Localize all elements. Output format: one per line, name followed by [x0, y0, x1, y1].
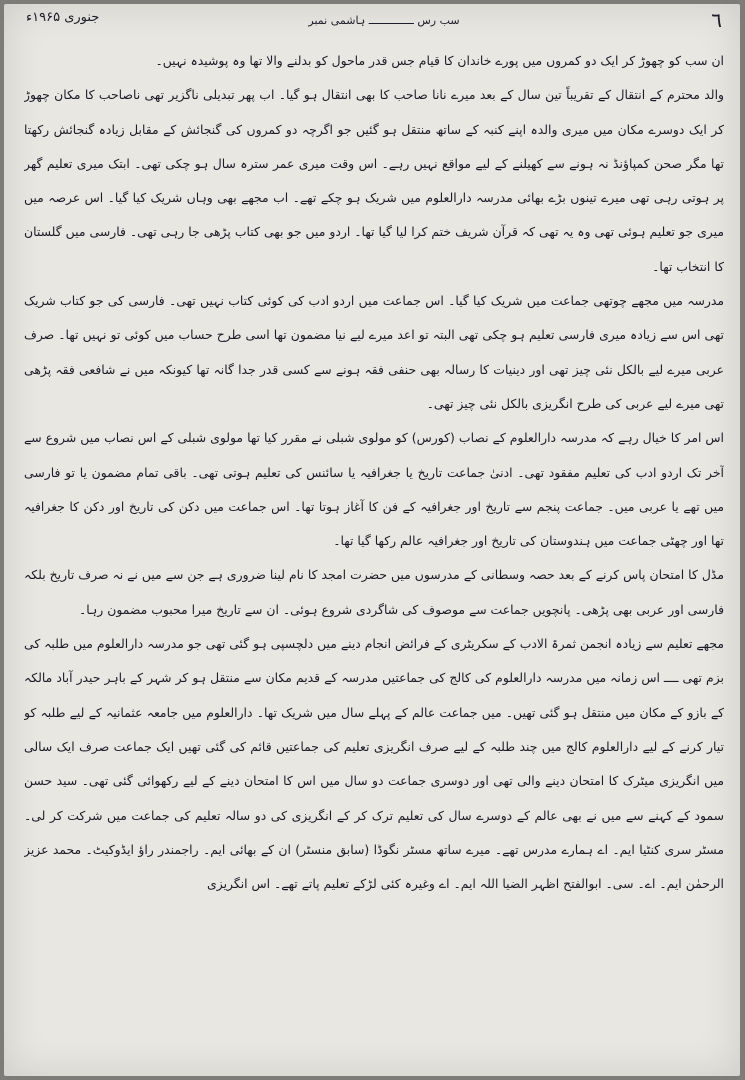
document-page — [4, 4, 740, 1076]
paragraph-5: مڈل کا امتحان پاس کرنے کے بعد حصہ وسطانی کے مدرسوں میں حضرت امجد کا نام لینا ضروری ہے جن سے میں نے نہ صرف تاریخ بلکہ فارسی اور عربی بھی پڑھی۔ پانچویں جماعت سے موصوف کی شاگردی شروع ہوئی۔ ان سے تاریخ میرا محبوب مضمون رہا۔ — [24, 567, 724, 617]
page-number: ٦ — [711, 8, 722, 32]
paragraph-3: مدرسہ میں مجھے چوتھی جماعت میں شریک کیا گیا۔ اس جماعت میں اردو ادب کی کوئی کتاب نہیں تھی۔ فارسی کی جو کتاب شریک تھی اس سے زیادہ میری فارسی تعلیم ہو چکی تھی البتہ تو اعد میرے لیے نیا مضمون تھا اسی طرح حساب میں کوئی تو نہیں تھا۔ صرف عربی میرے لیے بالکل نئی چیز تھی اور دینیات کا رسالہ بھی حنفی فقہ ہونے سے کسی قدر جدا گانہ تھا کیونکہ میں نے شافعی فقہ پڑھی تھی میرے لیے عربی کی طرح انگریزی بالکل نئی چیز تھی۔ — [24, 293, 724, 411]
paragraph-1: ان سب کو چھوڑ کر ایک دو کمروں میں پورے خاندان کا قیام جس قدر ماحول کو بدلنے والا تھا وہ پوشیدہ نہیں۔ — [155, 53, 724, 68]
paragraph-6: مجھے تعلیم سے زیادہ انجمن ثمرۃ الادب کے سکریٹری کے فرائض انجام دینے میں دلچسپی ہو گئی تھی جو مدرسہ دارالعلوم میں طلبہ کی بزم تھی ــــ اس زمانہ میں مدرسہ دارالعلوم کی کالج کی جماعتیں مدرسہ کے قدیم مکان سے منتقل ہو کر شہر کے باہر حیدر آباد مالکہ کے بازو کے مکان میں منتقل ہو گئی تھیں۔ میں جماعت عالم کے پہلے سال میں شریک تھا۔ دارالعلوم میں جامعہ عثمانیہ کے لیے طلبہ کو تیار کرنے کے لیے دارالعلوم کالج میں چند طلبہ کے لیے صرف انگریزی تعلیم کی جماعتیں قائم کی گئی تھیں ایک جماعت صرف ایک سالی میں انگریزی میٹرک کا امتحان دینے والی تھی اور دوسری جماعت دو سال میں اس کا امتحان دینے کے لیے رکھوائی گئی تھی۔ سید حسن سمود کے کہنے سے میں نے بھی عالم کے دوسرے سال کی تعلیم ترک کر کے انگریزی کی دو سالہ تعلیم کی جماعت میں شرکت کر لی۔ مسٹر سری کنٹیا ایم۔ اے ہمارے مدرس تھے۔ میرے ساتھ مسٹر نگوڈا (سابق منسٹر) ان کے بھائی ایم۔ راجمندر راؤ ایڈوکیٹ۔ محمد عزیز الرحمٰن ایم۔ اے۔ سی۔ ابوالفتح اظہر الضیا اللہ ایم۔ اے وغیرہ کئی لڑکے تعلیم پاتے تھے۔ اس انگریزی — [24, 636, 724, 892]
header-date: جنوری ۱۹۶۵ء — [26, 10, 100, 25]
header-title-line: سب رس ــــــــــــــ ہاشمی نمبر — [308, 14, 460, 27]
paragraph-2: والد محترم کے انتقال کے تقریباً تین سال کے بعد میرے نانا صاحب کا بھی انتقال ہو گیا۔ اب پھر تبدیلی ناگزیر تھی ناصاحب کا مکان چھوڑ کر ایک دوسرے مکان میں میری والدہ اپنے کنبہ کے ساتھ منتقل ہو گئیں جو اگرچہ دو کمروں کی گنجائش کے مقابل زیادہ گنجائش رکھتا تھا مگر صحن کمپاؤنڈ نہ ہونے سے کھیلنے کے لیے مواقع نہیں رہے۔ اس وقت میری عمر سترہ سال ہو چکی تھی۔ ابتک میری تعلیم گھر پر ہوتی رہی تھی میرے تینوں بڑے بھائی مدرسہ دارالعلوم میں شریک ہو چکے تھے۔ اب مجھے بھی وہاں شریک کیا گیا۔ اس عرصہ میں میری جو تعلیم ہوئی تھی وہ یہ تھی کہ قرآن شریف ختم کرا لیا گیا تھا۔ اردو میں جو بھی کتاب پڑھی جا رہی تھی۔ فارسی میں گلستان کا انتخاب تھا۔ — [24, 87, 724, 274]
paragraph-4: اس امر کا خیال رہے کہ مدرسہ دارالعلوم کے نصاب (کورس) کو مولوی شبلی نے مقرر کیا تھا مولوی شبلی کے اس نصاب میں شروع سے آخر تک اردو ادب کی تعلیم مفقود تھی۔ ادنیٰ جماعت تاریخ یا جغرافیہ یا سائنس کی تعلیم ہوتی تھی۔ باقی تمام مضمون یا تو فارسی میں تھے یا عربی میں۔ جماعت پنجم سے تاریخ اور جغرافیہ کے فن کا آغاز ہوتا تھا۔ اس جماعت میں دکن کی تاریخ اور دکن کا جغرافیہ تھا اور چھٹی جماعت میں ہندوستان کی تاریخ اور جغرافیہ عالم رکھا گیا تھا۔ — [24, 430, 724, 549]
page-body — [24, 44, 724, 1064]
